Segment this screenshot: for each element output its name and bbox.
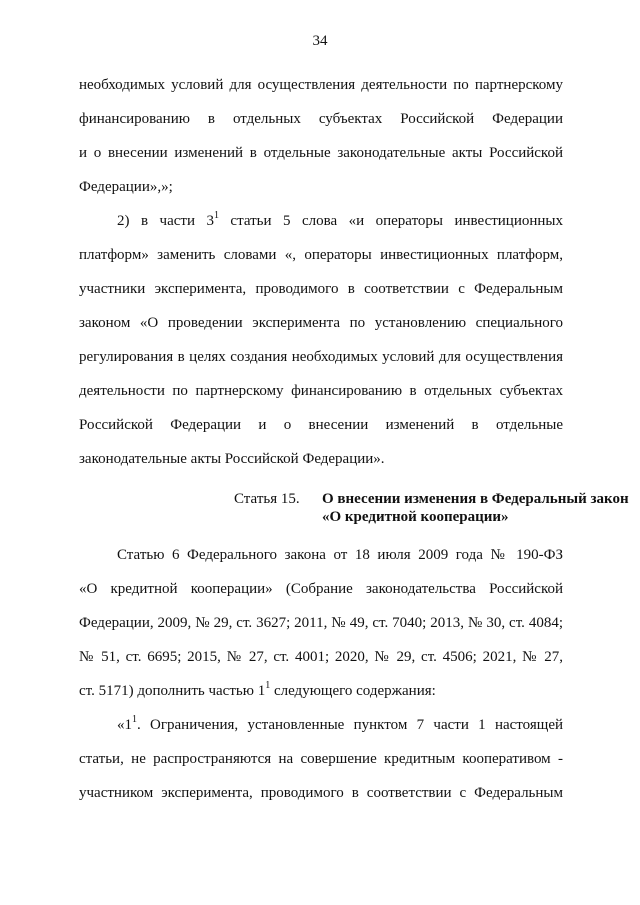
text-fragment: статьи 5 слова «и операторы инвестиционных: [218, 213, 563, 229]
article-number: Статья 15.: [234, 491, 300, 507]
text-line: Федерации, 2009, № 29, ст. 3627; 2011, № 49, ст. 7040; 2013, № 30, ст. 4084;: [79, 615, 563, 631]
text-line: статьи, не распространяются на совершение кредитным кооперативом -: [79, 751, 563, 767]
text-line: финансированию в отдельных субъектах Российской Федерации: [79, 111, 563, 127]
text-line: «О кредитной кооперации» (Собрание законодательства Российской: [79, 581, 563, 597]
text-line: законом «О проведении эксперимента по установлению специального: [79, 315, 563, 331]
text-fragment: «1: [117, 717, 132, 733]
text-line: платформ» заменить словами «, операторы инвестиционных платформ,: [79, 247, 563, 263]
text-line: [117, 716, 563, 734]
superscript: 1: [265, 680, 271, 691]
page-number: 34: [312, 33, 328, 49]
text-line: участником эксперимента, проводимого в соответствии с Федеральным: [79, 785, 563, 801]
text-line: участники эксперимента, проводимого в соответствии с Федеральным: [79, 281, 563, 297]
text-line: Российской Федерации и о внесении изменений в отдельные: [79, 417, 563, 433]
text-line: Федерации»,»;: [79, 179, 173, 195]
text-line: № 51, ст. 6695; 2015, № 27, ст. 4001; 2020, № 29, ст. 4506; 2021, № 27,: [79, 649, 563, 665]
article-title-line1: О внесении изменения в Федеральный закон: [322, 491, 629, 507]
text-fragment: ст. 5171) дополнить частью 1: [79, 683, 266, 699]
text-fragment: следующего содержания:: [270, 683, 436, 699]
text-fragment: 2) в части 3: [117, 213, 214, 229]
text-line: регулирования в целях создания необходимых условий для осуществления: [79, 349, 563, 365]
text-line: [117, 212, 563, 230]
text-fragment: . Ограничения, установленные пунктом 7 части 1 настоящей: [137, 717, 563, 733]
superscript: 1: [132, 714, 137, 725]
text-line: Статью 6 Федерального закона от 18 июля 2009 года № 190-ФЗ: [117, 547, 563, 563]
text-line: необходимых условий для осуществления деятельности по партнерскому: [79, 77, 563, 93]
superscript: 1: [213, 210, 219, 221]
text-line: законодательные акты Российской Федерации».: [79, 451, 385, 467]
text-line: деятельности по партнерскому финансированию в отдельных субъектах: [79, 383, 563, 399]
text-line: и о внесении изменений в отдельные законодательные акты Российской: [79, 145, 563, 161]
article-title-line2: «О кредитной кооперации»: [322, 509, 509, 525]
text-line: [79, 682, 563, 700]
